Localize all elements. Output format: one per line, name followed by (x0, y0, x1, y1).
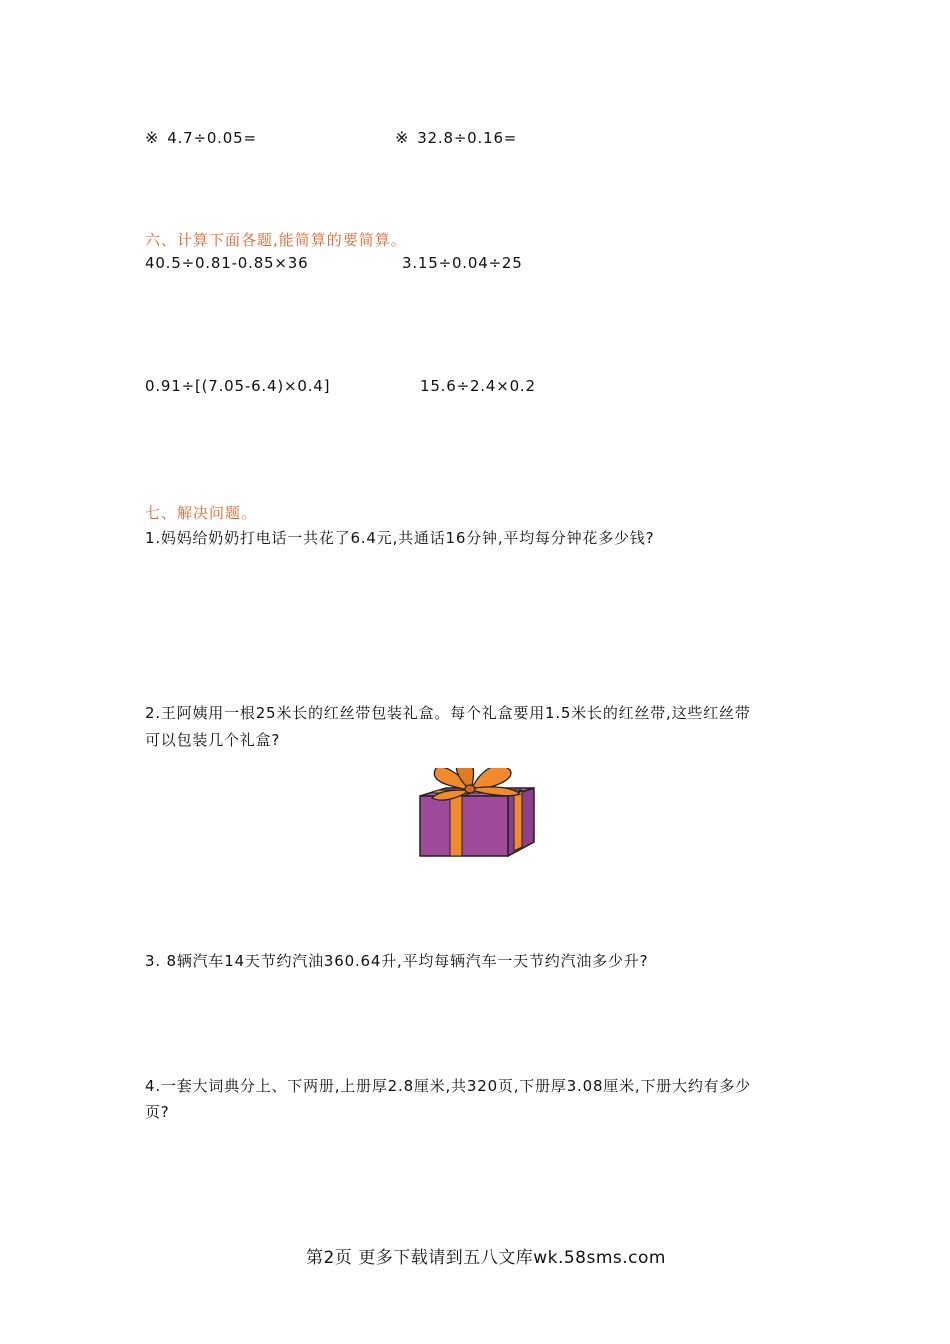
problem-6-2: 3.15÷0.04÷25 (402, 254, 523, 272)
problem-text: 4.7÷0.05= (167, 129, 257, 147)
gift-box-icon (410, 768, 540, 863)
section-7-heading: 七、解决问题。 (145, 504, 258, 522)
problem-text: 32.8÷0.16= (417, 129, 518, 147)
page-footer: 第2页 更多下载请到五八文库wk.58sms.com (306, 1248, 666, 1268)
problem-6-1: 40.5÷0.81-0.85×36 (145, 254, 309, 272)
question-4-line-1: 4.一套大词典分上、下两册,上册厚2.8厘米,共320页,下册厚3.08厘米,下册大约有多少 (145, 1077, 752, 1095)
problem-5-2 (395, 128, 517, 147)
reference-mark: ※ (145, 128, 160, 147)
problem-6-3: 0.91÷[(7.05-6.4)×0.4] (145, 377, 331, 395)
problem-6-4: 15.6÷2.4×0.2 (420, 377, 536, 395)
reference-mark: ※ (395, 128, 410, 147)
question-1: 1.妈妈给奶奶打电话一共花了6.4元,共通话16分钟,平均每分钟花多少钱? (145, 529, 655, 547)
question-3: 3. 8辆汽车14天节约汽油360.64升,平均每辆汽车一天节约汽油多少升? (145, 952, 649, 970)
question-4-line-2: 页? (145, 1103, 170, 1121)
problem-5-1 (145, 128, 257, 147)
question-2-line-2: 可以包装几个礼盒? (145, 731, 281, 749)
section-6-heading: 六、计算下面各题,能简算的要简算。 (145, 231, 407, 249)
question-2-line-1: 2.王阿姨用一根25米长的红丝带包装礼盒。每个礼盒要用1.5米长的红丝带,这些红丝带 (145, 704, 751, 722)
